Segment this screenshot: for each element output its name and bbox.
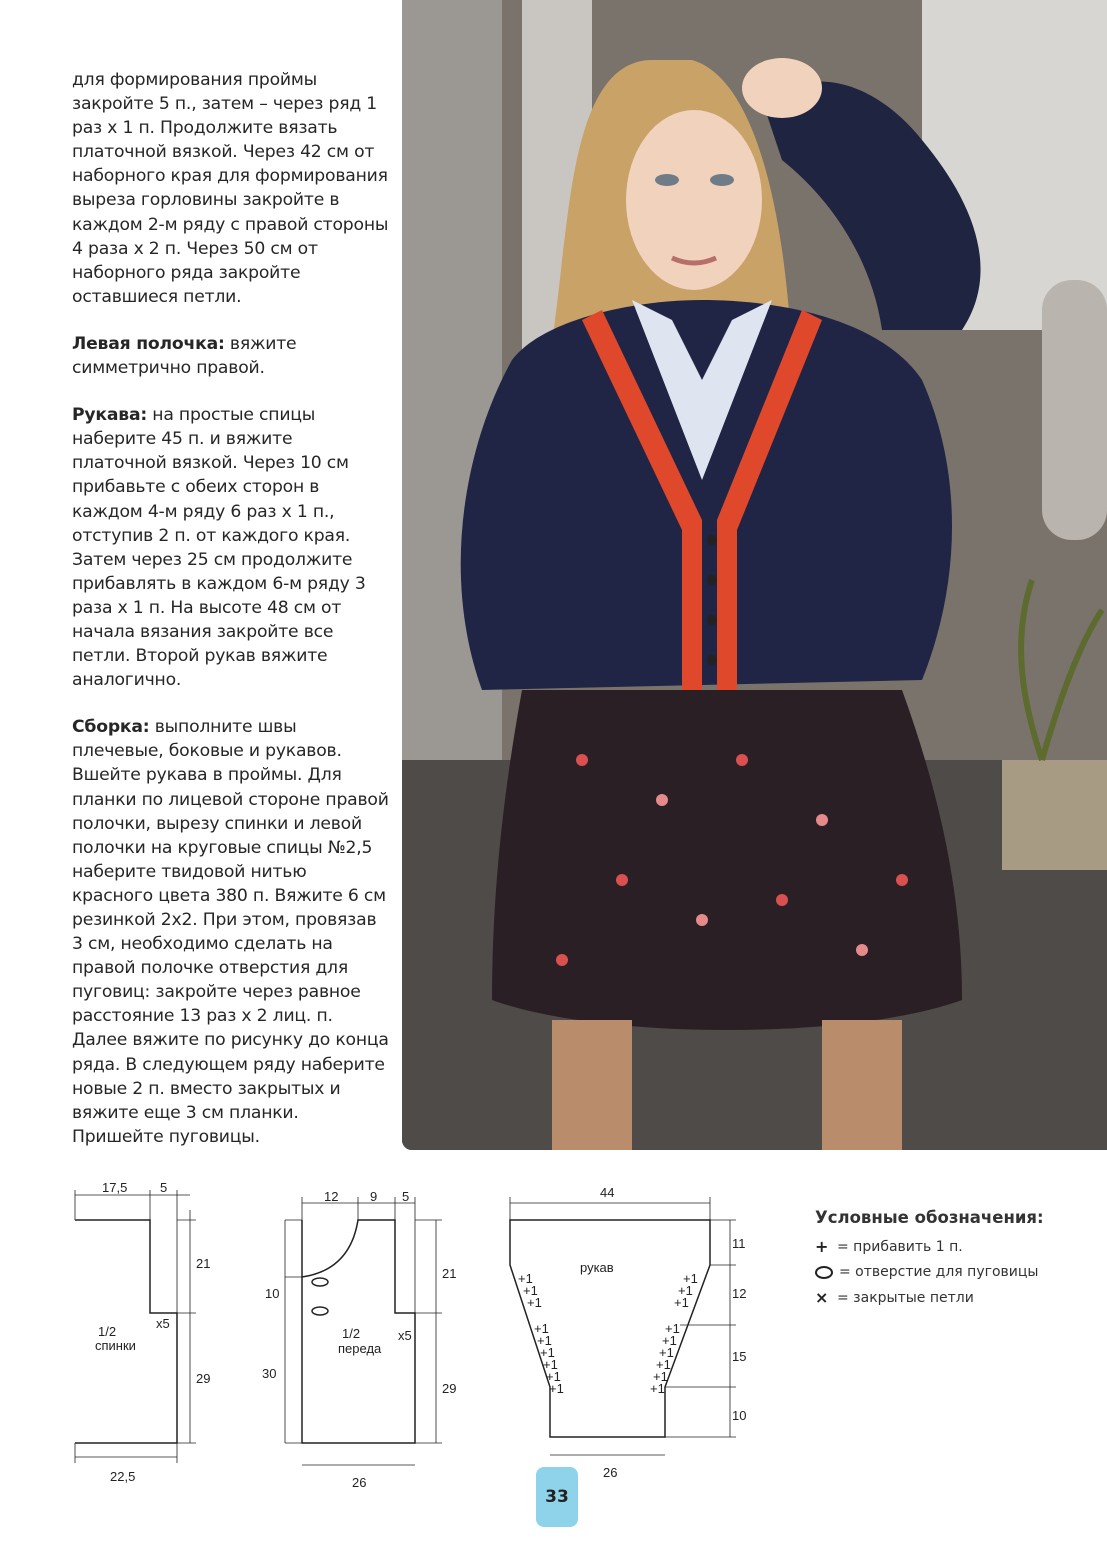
increase-mark: +1 <box>534 1321 549 1336</box>
plus-icon: + <box>815 1237 829 1256</box>
paragraph-left-front-body: вяжите симметрично правой. <box>72 333 297 379</box>
paragraph-assembly-body: выполните швы плечевые, боковые и рукавов. Вшейте рукава в проймы. Для планки по лицевой стороне правой полочки, вырезу спинки и левой полочки на круговые спицы №2,5 наберите твидовой нитью красного цвета 380 п. Вяжите 6 см резинкой 2х2. При этом, провязав 3 см, необходимо сделать на правой полочке отверстия для пуговиц: закройте через равное расстояние 13 раз х 2 лиц. п. Далее вяжите по рисунку до конца ряда. В следующем ряду наберите новые 2 п. вместо закрытых и вяжите еще 3 см планки. Пришейте пуговицы. <box>72 717 389 1147</box>
increase-mark: +1 <box>678 1283 693 1298</box>
increase-mark: +1 <box>523 1283 538 1298</box>
sleeve-label: рукав <box>580 1260 614 1275</box>
front-height-left-top: 10 <box>265 1286 280 1301</box>
back-height-top: 21 <box>196 1256 211 1271</box>
page-number: 33 <box>536 1467 578 1527</box>
paragraph-assembly <box>72 715 390 1149</box>
back-outline <box>75 1220 177 1443</box>
increase-mark: +1 <box>537 1333 552 1348</box>
legend-title: Условные обозначения: <box>815 1208 1044 1227</box>
back-label-fraction: 1/2 <box>98 1324 117 1339</box>
buttonhole-1 <box>312 1278 328 1286</box>
heading-sleeves: Рукава: <box>72 405 148 426</box>
increase-mark: +1 <box>543 1357 558 1372</box>
heading-assembly: Сборка: <box>72 717 150 738</box>
paragraph-sleeves <box>72 403 390 692</box>
sleeve-top-width: 44 <box>600 1185 615 1200</box>
paragraph-left-front <box>72 332 390 380</box>
sleeve-height-1: 11 <box>732 1236 746 1251</box>
back-bottom-width: 22,5 <box>110 1469 136 1484</box>
increase-mark: +1 <box>662 1333 677 1348</box>
paragraph-sleeves-body: на простые спицы наберите 45 п. и вяжите платочной вязкой. Через 10 см прибавьте с обеих сторон в каждом 4-м ряду 6 раз х 1 п., отступив 2 п. от каждого края. Затем через 25 см продолжите прибавлять в каждом 6-м ряду 3 раза х 1 п. На высоте 48 см от начала вязания закройте все петли. Второй рукав вяжите аналогично. <box>72 405 366 691</box>
legend-item-text: = закрытые петли <box>837 1289 974 1306</box>
legend <box>815 1208 1095 1315</box>
front-height-right-bottom: 29 <box>442 1381 457 1396</box>
increase-mark: +1 <box>527 1295 542 1310</box>
model-photo-illustration <box>402 0 1107 1150</box>
sleeve-bottom-width: 26 <box>603 1465 618 1480</box>
front-label-fraction: 1/2 <box>342 1326 361 1341</box>
buttonhole-2 <box>312 1307 328 1315</box>
front-top-width-1: 12 <box>324 1189 339 1204</box>
back-schematic <box>75 1190 196 1463</box>
back-top-width-1: 17,5 <box>102 1180 128 1195</box>
cross-icon: × <box>815 1288 829 1307</box>
back-multiplier: x5 <box>156 1316 170 1331</box>
increase-mark: +1 <box>518 1271 533 1286</box>
increase-mark: +1 <box>674 1295 689 1310</box>
legend-item-bindoff <box>815 1288 1095 1307</box>
back-height-bottom: 29 <box>196 1371 211 1386</box>
front-schematic <box>285 1197 442 1465</box>
model-photo <box>402 0 1107 1150</box>
increase-mark: +1 <box>549 1381 564 1396</box>
legend-item-increase <box>815 1237 1095 1256</box>
increase-mark: +1 <box>656 1357 671 1372</box>
increase-mark: +1 <box>653 1369 668 1384</box>
increase-mark: +1 <box>665 1321 680 1336</box>
sleeve-height-3: 15 <box>732 1349 747 1364</box>
front-height-right-top: 21 <box>442 1266 457 1281</box>
front-height-left-bottom: 30 <box>262 1366 277 1381</box>
increase-mark: +1 <box>650 1381 665 1396</box>
front-label-name: переда <box>338 1341 382 1356</box>
increase-mark: +1 <box>546 1369 561 1384</box>
front-multiplier: x5 <box>398 1328 412 1343</box>
front-top-width-2: 9 <box>370 1189 378 1204</box>
sleeve-height-4: 10 <box>732 1408 747 1423</box>
back-label-name: спинки <box>95 1338 136 1353</box>
sleeve-increase-marks <box>518 1271 698 1396</box>
oval-icon <box>815 1266 833 1279</box>
front-bottom-width: 26 <box>352 1475 367 1490</box>
back-top-width-2: 5 <box>160 1180 168 1195</box>
legend-item-text: = прибавить 1 п. <box>837 1238 963 1255</box>
sleeve-height-2: 12 <box>732 1286 747 1301</box>
heading-left-front: Левая полочка: <box>72 333 225 354</box>
instructions-column <box>72 68 390 1172</box>
legend-item-text: = отверстие для пуговицы <box>839 1264 1039 1280</box>
paragraph-front-right: для формирования проймы закройте 5 п., затем – через ряд 1 раз х 1 п. Продолжите вязать платочной вязкой. Через 42 см от наборного края для формирования выреза горловины закройте в каждом 2-м ряду с правой стороны 4 раза х 2 п. Через 50 см от наборного ряда закройте оставшиеся петли. <box>72 70 389 307</box>
increase-mark: +1 <box>683 1271 698 1286</box>
pattern-schematics <box>40 1165 810 1495</box>
increase-mark: +1 <box>540 1345 555 1360</box>
increase-mark: +1 <box>659 1345 674 1360</box>
front-top-width-3: 5 <box>402 1189 410 1204</box>
legend-item-buttonhole <box>815 1264 1095 1280</box>
